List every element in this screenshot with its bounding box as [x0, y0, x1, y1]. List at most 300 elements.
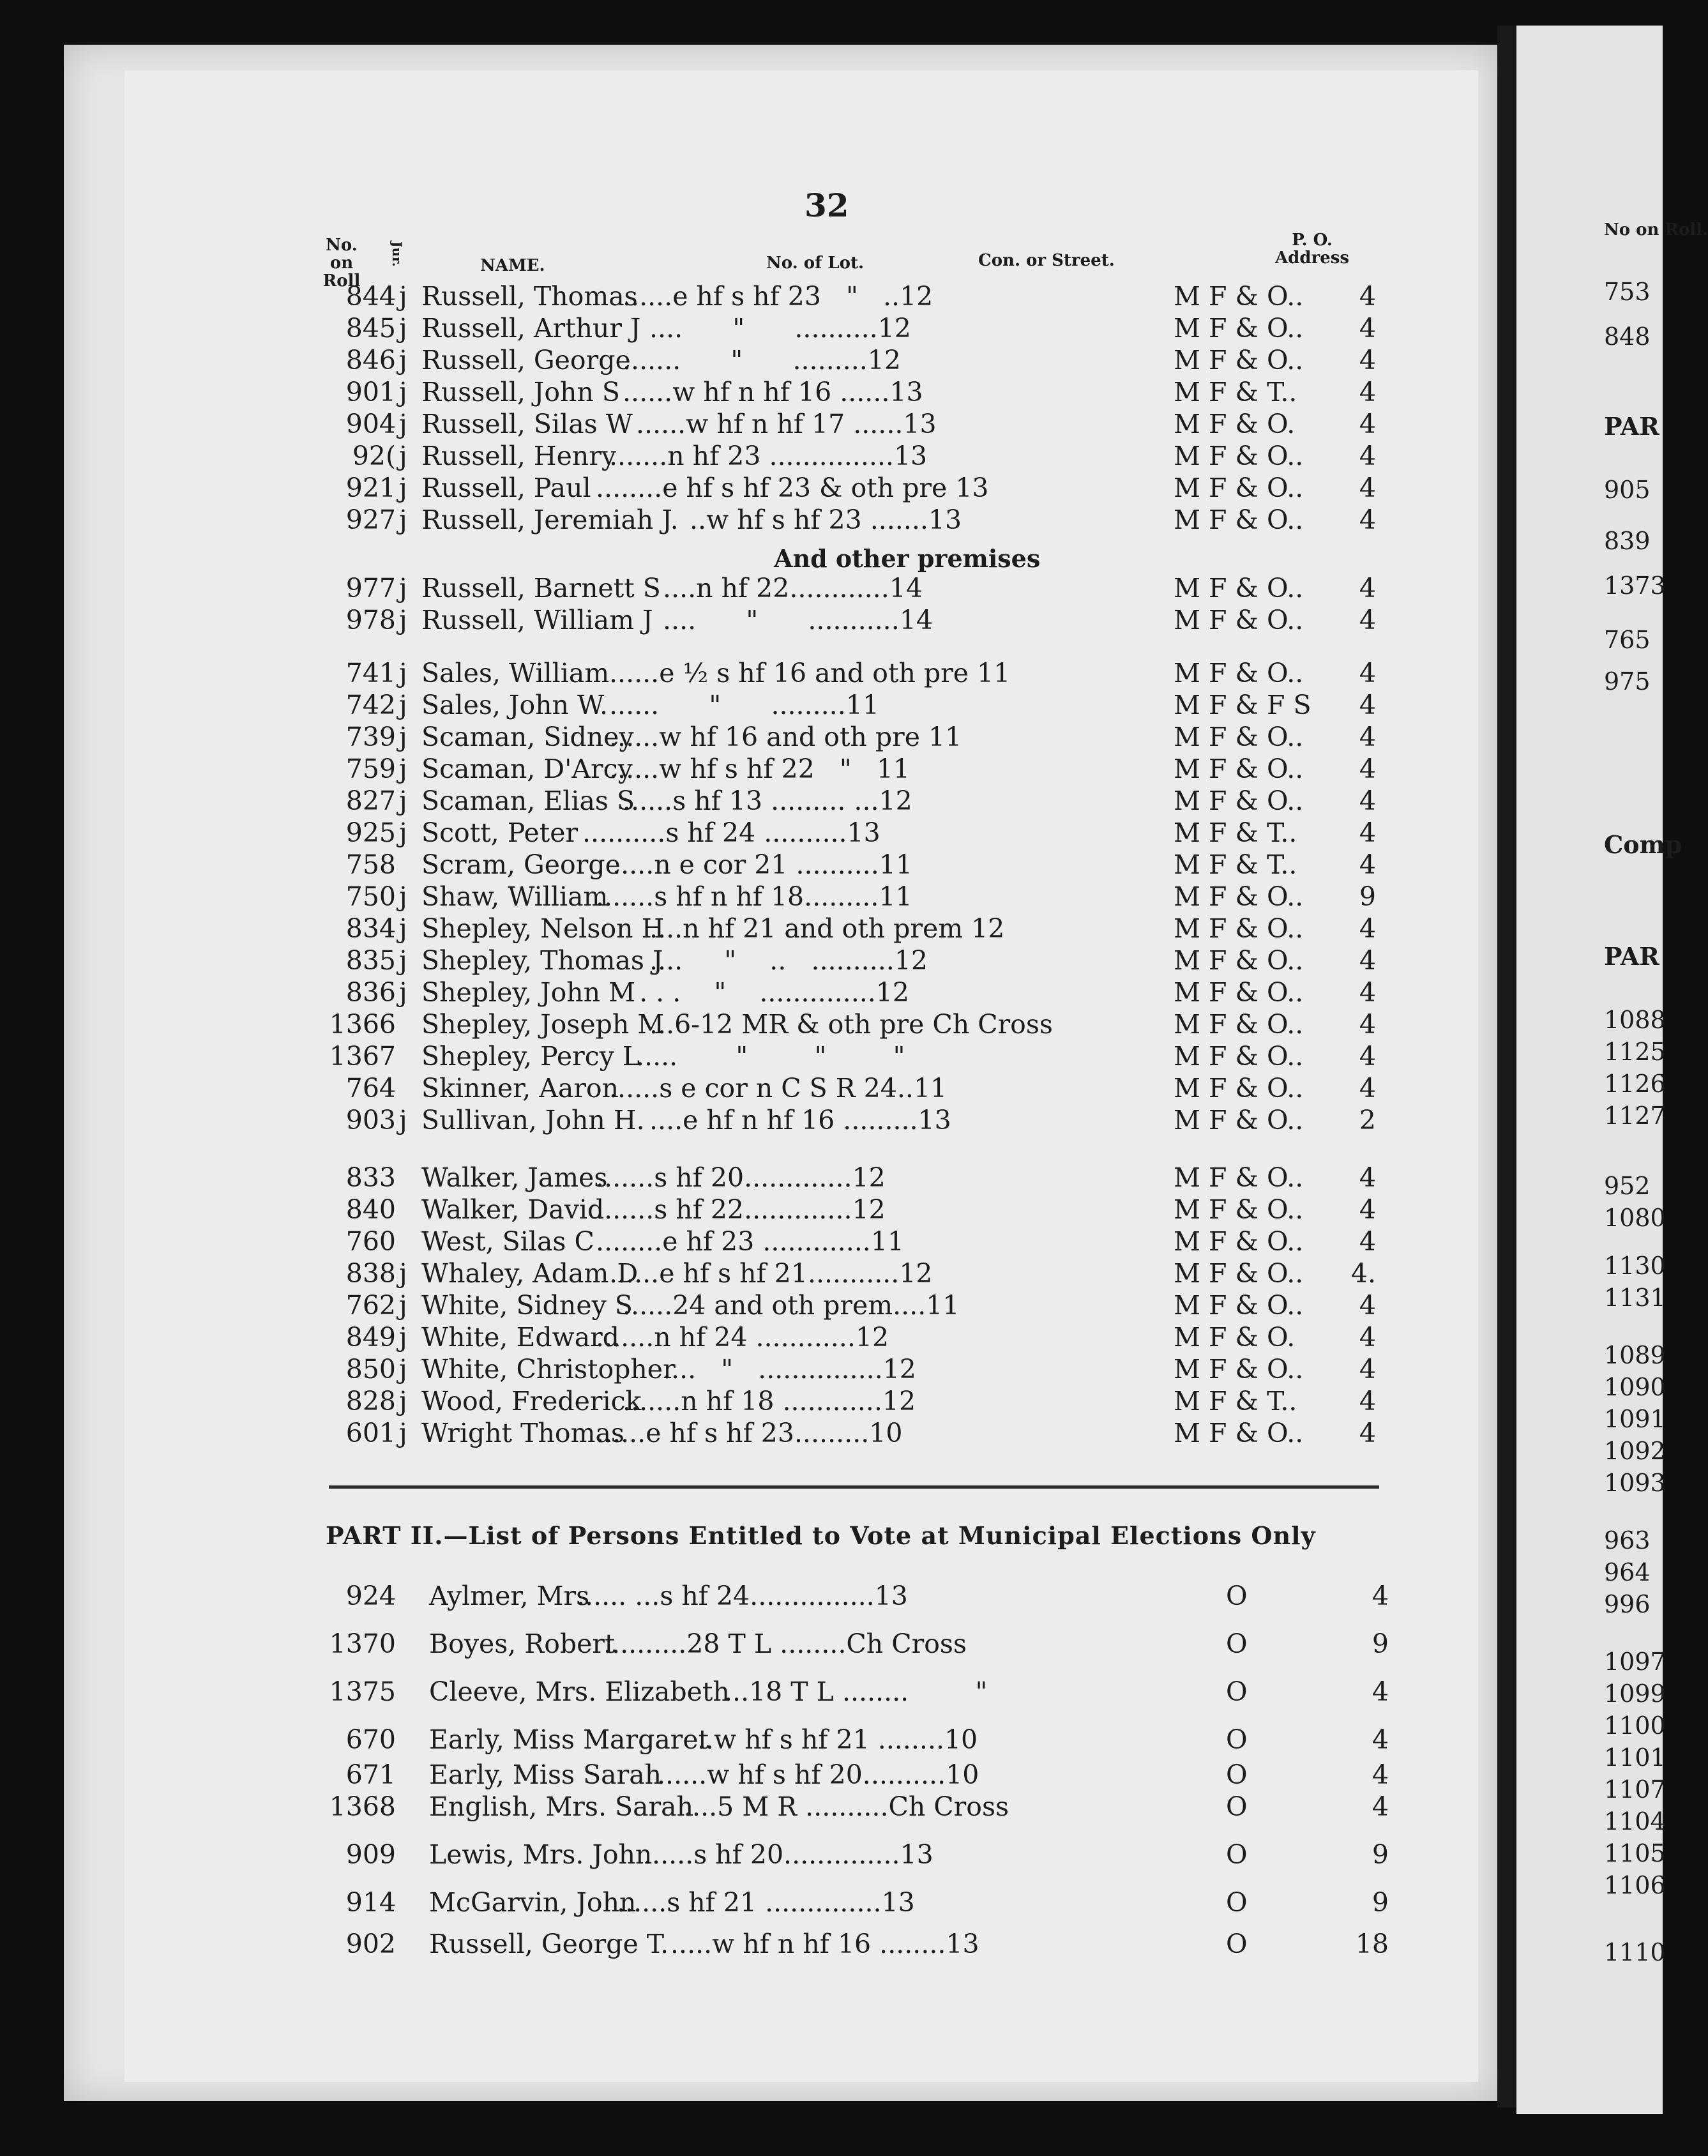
ward-number: 4 [1359, 786, 1376, 816]
roll-entry-row [0, 377, 1405, 410]
juror-flag: j [399, 945, 407, 976]
juror-flag: j [399, 881, 407, 912]
ward-number: 4. [1350, 1258, 1376, 1289]
person-name: Scaman, Elias S [421, 786, 635, 816]
po-address: M F & O.. [1174, 1354, 1304, 1385]
right-page-item: 1100 [1604, 1712, 1666, 1740]
ward-number: 4 [1359, 281, 1376, 312]
person-name: Scram, George [421, 849, 621, 880]
lot-description: ......e ½ s hf 16 and oth pre 11 [609, 658, 1011, 688]
lot-description: ..........s hf 24 ..........13 [582, 817, 880, 848]
juror-flag: j [399, 1354, 407, 1385]
juror-flag: j [399, 786, 407, 816]
person-name: English, Mrs. Sarah [429, 1791, 693, 1822]
roll-number: 1370 [329, 1628, 396, 1659]
right-page-item: 1088 [1604, 1006, 1666, 1034]
right-page-item: 1092 [1604, 1437, 1666, 1465]
roll-entry-row [0, 605, 1405, 638]
ward-number: 4 [1359, 1290, 1376, 1321]
roll-entry-row [0, 409, 1405, 442]
roll-entry-row [0, 786, 1405, 819]
roll-number: 762 [345, 1290, 396, 1321]
lot-description: . .....n e cor 21 ..........11 [596, 849, 912, 880]
part2-title: PART II.—List of Persons Entitled to Vote at Municipal Elections Only [326, 1521, 1316, 1550]
right-page-item: 1131 [1604, 1284, 1666, 1312]
roll-number: 846 [345, 345, 396, 376]
lot-description: ......e hf s hf 23 " ..12 [623, 281, 933, 312]
roll-number: 741 [345, 658, 396, 688]
header-lot: No. of Lot. [766, 254, 865, 273]
ward-number: 4 [1359, 658, 1376, 688]
right-page-item: 905 [1604, 476, 1651, 504]
header-con: Con. or Street. [978, 251, 1115, 270]
person-name: Shaw, William [421, 881, 608, 912]
lot-description: ...6-12 MR & oth pre Ch Cross [649, 1009, 1053, 1040]
page-gutter [1497, 26, 1516, 2107]
person-name: Lewis, Mrs. John [429, 1839, 653, 1870]
lot-description: ...... " .........11 [609, 690, 879, 720]
po-address: M F & O.. [1174, 441, 1304, 471]
juror-flag: j [399, 658, 407, 688]
po-address: O [1226, 1724, 1248, 1755]
person-name: White, Sidney S [421, 1290, 633, 1321]
roll-entry-row [0, 1041, 1405, 1074]
juror-flag: j [399, 377, 407, 407]
lot-description: ......w hf s hf 20..........10 [657, 1759, 979, 1790]
lot-description: .... " .. ..........12 [649, 945, 928, 976]
right-page-item: 1125 [1604, 1038, 1666, 1066]
juror-flag: j [399, 473, 407, 503]
roll-number: 1368 [329, 1791, 396, 1822]
roll-number: 1375 [329, 1676, 396, 1707]
lot-description: ......e hf s hf 21...........12 [609, 1258, 933, 1289]
juror-flag: j [399, 441, 407, 471]
roll-entry-row [0, 505, 1405, 538]
roll-entry-row [0, 345, 1405, 378]
ward-number: 4 [1359, 722, 1376, 752]
ward-number: 4 [1359, 573, 1376, 604]
po-address: M F & O.. [1174, 1226, 1304, 1257]
right-page-item: 839 [1604, 527, 1651, 555]
lot-description: ........e hf 23 .............11 [596, 1226, 904, 1257]
roll-entry-row [0, 913, 1405, 946]
lot-description: ..w hf s hf 23 .......13 [690, 505, 962, 535]
roll-number: 828 [345, 1386, 396, 1416]
right-page-item: 1093 [1604, 1469, 1666, 1497]
page-number: 32 [805, 186, 849, 224]
roll-entry-row [0, 313, 1405, 346]
po-address: O [1226, 1887, 1248, 1918]
po-address: M F & O.. [1174, 786, 1304, 816]
lot-description: .......s hf n hf 18.........11 [596, 881, 912, 912]
po-address: M F & O.. [1174, 505, 1304, 535]
po-address: M F & O.. [1174, 1041, 1304, 1072]
roll-entry-row [0, 1073, 1405, 1106]
lot-description: ......w hf 16 and oth pre 11 [609, 722, 962, 752]
roll-entry-row [0, 881, 1405, 915]
header-roll: No. on Roll [322, 236, 361, 291]
roll-entry-row [0, 1162, 1405, 1196]
roll-entry-row [0, 658, 1405, 691]
ward-number: 4 [1359, 913, 1376, 944]
roll-entry-row [0, 690, 1405, 723]
po-address: M F & O. [1174, 409, 1296, 439]
roll-entry-row [0, 977, 1405, 1010]
ward-number: 2 [1359, 1105, 1376, 1135]
ward-number: 4 [1359, 945, 1376, 976]
ward-number: 4 [1359, 473, 1376, 503]
po-address: M F & O.. [1174, 1105, 1304, 1135]
person-name: Wood, Frederick [421, 1386, 642, 1416]
right-page-item: 1105 [1604, 1839, 1666, 1867]
ward-number: 4 [1359, 441, 1376, 471]
person-name: Sales, John W. [421, 690, 608, 720]
juror-flag: j [399, 817, 407, 848]
right-page-item: Comp [1604, 830, 1682, 859]
po-address: M F & O.. [1174, 281, 1304, 312]
person-name: Sullivan, John H. [421, 1105, 645, 1135]
roll-number: 92( [352, 441, 396, 471]
juror-flag: j [399, 605, 407, 635]
ward-number: 4 [1359, 313, 1376, 344]
person-name: Walker, David [421, 1194, 605, 1225]
header-address: P. O. Address [1274, 231, 1350, 268]
roll-number: 902 [345, 1929, 396, 1959]
lot-description: .... " ...............12 [663, 1354, 916, 1385]
lot-description: .......s hf 20.............12 [596, 1162, 886, 1193]
juror-flag: j [399, 1258, 407, 1289]
ward-number: 4 [1359, 345, 1376, 376]
po-address: M F & O.. [1174, 1009, 1304, 1040]
roll-number: 764 [345, 1073, 396, 1104]
roll-entry-row [0, 1322, 1405, 1355]
roll-number: 921 [345, 473, 396, 503]
right-page-item: 1080 [1604, 1204, 1666, 1232]
right-page-item: 1107 [1604, 1775, 1666, 1803]
juror-flag: j [399, 1386, 407, 1416]
lot-description: ......w hf s hf 22 " 11 [609, 754, 911, 784]
municipal-entry-row [0, 1628, 1405, 1662]
ward-number: 4 [1359, 1386, 1376, 1416]
person-name: McGarvin, John [429, 1887, 637, 1918]
roll-number: 845 [345, 313, 396, 344]
lot-description: .......n hf 24 ............12 [596, 1322, 889, 1353]
ward-number: 18 [1355, 1929, 1389, 1959]
municipal-entry-row [0, 1839, 1405, 1872]
person-name: Russell, Jeremiah J. [421, 505, 679, 535]
ward-number: 4 [1359, 1354, 1376, 1385]
po-address: O [1226, 1929, 1248, 1959]
person-name: Scaman, D'Arcy [421, 754, 633, 784]
right-page-item: PAR [1604, 412, 1659, 441]
po-address: M F & O.. [1174, 1194, 1304, 1225]
right-page-item: 1091 [1604, 1405, 1666, 1433]
ward-number: 4 [1359, 377, 1376, 407]
roll-entry-row [0, 1418, 1405, 1451]
lot-description: .......s hf 22.............12 [596, 1194, 886, 1225]
po-address: M F & O.. [1174, 754, 1304, 784]
right-page-item: 753 [1604, 278, 1651, 306]
lot-description: ..... " " " [636, 1041, 905, 1072]
po-address: M F & O.. [1174, 573, 1304, 604]
other-premises-note: And other premises [774, 544, 1041, 573]
juror-flag: j [399, 1418, 407, 1448]
person-name: Walker, James [421, 1162, 608, 1193]
juror-flag: j [399, 690, 407, 720]
ward-number: 9 [1372, 1628, 1389, 1659]
ward-number: 4 [1372, 1759, 1389, 1790]
person-name: Early, Miss Sarah [429, 1759, 662, 1790]
roll-number: 758 [345, 849, 396, 880]
roll-number: 840 [345, 1194, 396, 1225]
po-address: M F & O.. [1174, 1290, 1304, 1321]
roll-entry-row [0, 1226, 1405, 1259]
ward-number: 4 [1372, 1791, 1389, 1822]
person-name: Russell, Barnett S [421, 573, 661, 604]
roll-number: 742 [345, 690, 396, 720]
roll-number: 977 [345, 573, 396, 604]
person-name: West, Silas C [421, 1226, 594, 1257]
person-name: Shepley, Thomas J [421, 945, 663, 976]
person-name: Aylmer, Mrs [429, 1581, 590, 1611]
person-name: Russell, George [421, 345, 631, 376]
juror-flag: j [399, 1105, 407, 1135]
person-name: Shepley, Joseph M [421, 1009, 665, 1040]
ward-number: 4 [1359, 1418, 1376, 1448]
juror-flag: j [399, 1322, 407, 1353]
roll-entry-row [0, 1105, 1405, 1138]
right-page-item: 1089 [1604, 1341, 1666, 1369]
lot-description: .....w hf n hf 16 ........13 [670, 1929, 979, 1959]
roll-number: 760 [345, 1226, 396, 1257]
po-address: M F & O.. [1174, 605, 1304, 635]
po-address: M F & O.. [1174, 913, 1304, 944]
right-page-item: PAR [1604, 942, 1659, 971]
lot-description: .... " ..........12 [649, 313, 911, 344]
po-address: O [1226, 1791, 1248, 1822]
po-address: M F & O.. [1174, 345, 1304, 376]
person-name: Shepley, Nelson H [421, 913, 665, 944]
roll-number: 849 [345, 1322, 396, 1353]
person-name: Shepley, Percy L [421, 1041, 640, 1072]
lot-description: ......w hf n hf 16 ......13 [623, 377, 923, 407]
person-name: Early, Miss Margaret [429, 1724, 709, 1755]
person-name: Russell, William J [421, 605, 653, 635]
roll-entry-row [0, 281, 1405, 314]
lot-description: .......n hf 18 ............12 [623, 1386, 916, 1416]
po-address: M F & T.. [1174, 1386, 1297, 1416]
po-address: O [1226, 1628, 1248, 1659]
roll-number: 903 [345, 1105, 396, 1135]
ward-number: 4 [1359, 690, 1376, 720]
person-name: Russell, Henry [421, 441, 617, 471]
person-name: Boyes, Robert [429, 1628, 616, 1659]
right-page-item: 765 [1604, 626, 1651, 654]
roll-entry-row [0, 817, 1405, 851]
person-name: Skinner, Aaron [421, 1073, 619, 1104]
po-address: M F & O.. [1174, 977, 1304, 1008]
roll-number: 914 [345, 1887, 396, 1918]
right-page-item: 1373 [1604, 572, 1666, 600]
roll-entry-row [0, 849, 1405, 883]
lot-description: ......24 and oth prem....11 [623, 1290, 960, 1321]
po-address: M F & O.. [1174, 658, 1304, 688]
lot-description: ..........28 T L ........Ch Cross [603, 1628, 967, 1659]
po-address: O [1226, 1759, 1248, 1790]
lot-description: ...18 T L ........ " [724, 1676, 988, 1707]
roll-number: 833 [345, 1162, 396, 1193]
lot-description: ........e hf s hf 23 & oth pre 13 [596, 473, 989, 503]
person-name: Russell, Arthur J [421, 313, 641, 344]
roll-number: 978 [345, 605, 396, 635]
roll-number: 838 [345, 1258, 396, 1289]
right-page-item: 952 [1604, 1172, 1651, 1200]
roll-number: 836 [345, 977, 396, 1008]
municipal-entry-row [0, 1791, 1405, 1825]
roll-entry-row [0, 1194, 1405, 1227]
header-jur: Jur. [389, 241, 405, 267]
right-page-item: 1106 [1604, 1871, 1666, 1899]
municipal-entry-row [0, 1581, 1405, 1614]
ward-number: 4 [1372, 1724, 1389, 1755]
lot-description: ....n hf 21 and oth prem 12 [649, 913, 1005, 944]
ward-number: 4 [1359, 505, 1376, 535]
ward-number: 4 [1359, 1073, 1376, 1104]
right-page-item: 964 [1604, 1558, 1651, 1586]
ward-number: 4 [1359, 977, 1376, 1008]
lot-description: ......s e cor n C S R 24..11 [609, 1073, 948, 1104]
person-name: Russell, Silas W [421, 409, 633, 439]
lot-description: ..w hf s hf 21 ........10 [697, 1724, 978, 1755]
roll-number: 904 [345, 409, 396, 439]
person-name: Shepley, John M [421, 977, 636, 1008]
roll-number: 835 [345, 945, 396, 976]
po-address: M F & T.. [1174, 817, 1297, 848]
lot-description: .......n hf 23 ...............13 [609, 441, 928, 471]
ward-number: 4 [1359, 1162, 1376, 1193]
municipal-entry-row [0, 1676, 1405, 1710]
po-address: M F & O.. [1174, 313, 1304, 344]
po-address: O [1226, 1676, 1248, 1707]
right-page-item: 975 [1604, 667, 1651, 695]
right-page-item: 963 [1604, 1526, 1651, 1554]
juror-flag: j [399, 754, 407, 784]
roll-number: 601 [345, 1418, 396, 1448]
juror-flag: j [399, 505, 407, 535]
juror-flag: j [399, 722, 407, 752]
roll-number: 927 [345, 505, 396, 535]
right-page-item: 1126 [1604, 1070, 1666, 1098]
lot-description: ....n hf 22............14 [663, 573, 923, 604]
municipal-entry-row [0, 1759, 1405, 1793]
lot-description: ......s hf 21 ..............13 [617, 1887, 915, 1918]
right-page-item: 1110 [1604, 1938, 1666, 1966]
roll-number: 925 [345, 817, 396, 848]
po-address: M F & T.. [1174, 377, 1297, 407]
po-address: O [1226, 1581, 1248, 1611]
po-address: M F & O.. [1174, 945, 1304, 976]
ward-number: 4 [1372, 1676, 1389, 1707]
ward-number: 9 [1372, 1887, 1389, 1918]
person-name: Russell, John S [421, 377, 620, 407]
roll-number: 844 [345, 281, 396, 312]
right-page-header: No on Roll. [1604, 220, 1708, 239]
lot-description: .... " ...........14 [663, 605, 933, 635]
po-address: M F & O. [1174, 1322, 1296, 1353]
roll-number: 827 [345, 786, 396, 816]
roll-number: 759 [345, 754, 396, 784]
lot-description: ....e hf n hf 16 .........13 [649, 1105, 951, 1135]
person-name: Scott, Peter [421, 817, 578, 848]
municipal-entry-row [0, 1929, 1405, 1962]
roll-number: 901 [345, 377, 396, 407]
lot-description: ......s hf 20..............13 [644, 1839, 933, 1870]
roll-entry-row [0, 441, 1405, 474]
municipal-entry-row [0, 1887, 1405, 1920]
ward-number: 4 [1359, 1041, 1376, 1072]
person-name: Russell, Paul [421, 473, 591, 503]
lot-description: ....5 M R ..........Ch Cross [684, 1791, 1009, 1822]
roll-entry-row [0, 1290, 1405, 1323]
municipal-entry-row [0, 1724, 1405, 1757]
section-divider [329, 1485, 1379, 1489]
ward-number: 4 [1359, 1322, 1376, 1353]
roll-number: 909 [345, 1839, 396, 1870]
juror-flag: j [399, 1290, 407, 1321]
person-name: Russell, Thomas [421, 281, 638, 312]
lot-description: ....... " .........12 [623, 345, 901, 376]
ward-number: 4 [1359, 754, 1376, 784]
juror-flag: j [399, 573, 407, 604]
po-address: M F & T.. [1174, 849, 1297, 880]
ward-number: 4 [1359, 1194, 1376, 1225]
po-address: M F & O.. [1174, 881, 1304, 912]
juror-flag: j [399, 977, 407, 1008]
po-address: M F & O.. [1174, 1258, 1304, 1289]
ward-number: 9 [1372, 1839, 1389, 1870]
roll-number: 1366 [329, 1009, 396, 1040]
roll-entry-row [0, 1258, 1405, 1291]
lot-description: . . . " ..............12 [623, 977, 909, 1008]
roll-entry-row [0, 945, 1405, 978]
roll-number: 1367 [329, 1041, 396, 1072]
roll-number: 750 [345, 881, 396, 912]
roll-entry-row [0, 573, 1405, 606]
ward-number: 4 [1372, 1581, 1389, 1611]
po-address: O [1226, 1839, 1248, 1870]
roll-number: 670 [345, 1724, 396, 1755]
po-address: M F & F S [1174, 690, 1311, 720]
lot-description: ......s hf 13 ......... ...12 [623, 786, 912, 816]
juror-flag: j [399, 281, 407, 312]
roll-number: 834 [345, 913, 396, 944]
lot-description: ......e hf s hf 23.........10 [596, 1418, 903, 1448]
right-page-item: 848 [1604, 323, 1651, 351]
ward-number: 9 [1359, 881, 1376, 912]
person-name: Wright Thomas [421, 1418, 624, 1448]
person-name: White, Edward [421, 1322, 620, 1353]
ward-number: 4 [1359, 409, 1376, 439]
ward-number: 4 [1359, 849, 1376, 880]
juror-flag: j [399, 913, 407, 944]
po-address: M F & O.. [1174, 473, 1304, 503]
ward-number: 4 [1359, 1226, 1376, 1257]
person-name: Scaman, Sidney [421, 722, 634, 752]
juror-flag: j [399, 345, 407, 376]
roll-entry-row [0, 754, 1405, 787]
juror-flag: j [399, 313, 407, 344]
po-address: M F & O.. [1174, 722, 1304, 752]
